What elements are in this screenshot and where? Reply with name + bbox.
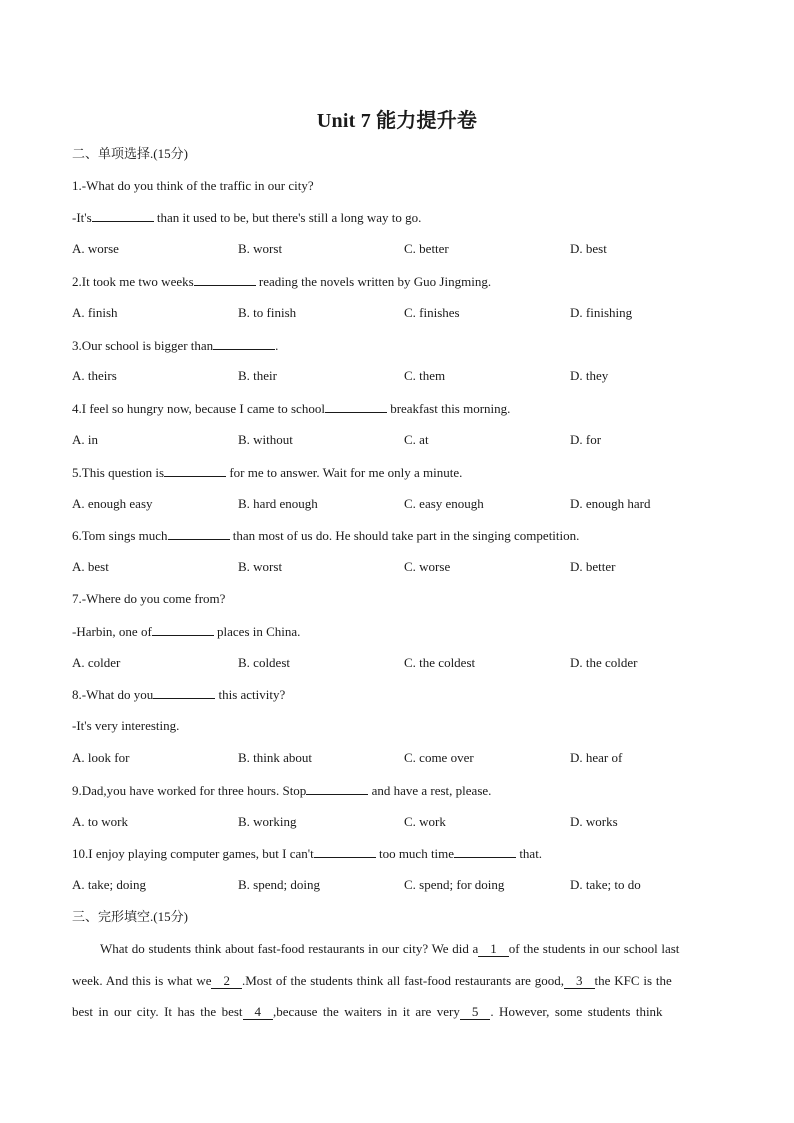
answer-blank[interactable]	[213, 337, 275, 350]
option-a[interactable]: A. enough easy	[72, 496, 153, 511]
answer-blank[interactable]	[454, 845, 516, 858]
option-d[interactable]: D. take; to do	[570, 877, 641, 892]
option-b[interactable]: B. worst	[238, 241, 283, 256]
option-a[interactable]: A. look for	[72, 750, 130, 765]
answer-blank[interactable]	[325, 400, 387, 413]
option-d[interactable]: D. they	[570, 368, 609, 383]
option-c[interactable]: C. better	[404, 241, 449, 256]
question-1-response: -It's than it used to be, but there's still a long way to go.	[72, 210, 422, 225]
answer-blank[interactable]	[194, 273, 256, 286]
option-a[interactable]: A. best	[72, 559, 109, 574]
question-8-prompt: 8.-What do you this activity?	[72, 687, 286, 702]
option-a[interactable]: A. worse	[72, 241, 119, 256]
question-7-response: -Harbin, one of places in China.	[72, 624, 301, 639]
question-8-response: -It's very interesting.	[72, 718, 180, 733]
cloze-blank-1[interactable]: 1	[478, 942, 509, 957]
question-4: 4.I feel so hungry now, because I came to school breakfast this morning.	[72, 401, 511, 416]
answer-blank[interactable]	[153, 686, 215, 699]
option-c[interactable]: C. work	[404, 814, 446, 829]
answer-blank[interactable]	[168, 527, 230, 540]
option-a[interactable]: A. colder	[72, 655, 121, 670]
option-b[interactable]: B. think about	[238, 750, 313, 765]
question-6: 6.Tom sings much than most of us do. He should take part in the singing competition.	[72, 528, 580, 543]
option-b[interactable]: B. coldest	[238, 655, 290, 670]
cloze-blank-5[interactable]: 5	[460, 1005, 491, 1020]
option-b[interactable]: B. spend; doing	[238, 877, 320, 892]
page-title: Unit 7 能力提升卷	[316, 110, 478, 132]
option-b[interactable]: B. to finish	[238, 305, 297, 320]
option-c[interactable]: C. at	[404, 432, 429, 447]
option-a[interactable]: A. finish	[72, 305, 118, 320]
question-10: 10.I enjoy playing computer games, but I can't too much time that.	[72, 846, 543, 861]
option-b[interactable]: B. hard enough	[238, 496, 318, 511]
option-c[interactable]: C. the coldest	[404, 655, 476, 670]
question-1-prompt: 1.-What do you think of the traffic in our city?	[72, 178, 314, 193]
option-d[interactable]: D. for	[570, 432, 602, 447]
option-a[interactable]: A. theirs	[72, 368, 117, 383]
option-a[interactable]: A. to work	[72, 814, 128, 829]
option-c[interactable]: C. spend; for doing	[404, 877, 505, 892]
cloze-line-3: best in our city. It has the best 4 ,because the waiters in it are very 5 . However, some students think	[72, 1004, 663, 1019]
option-b[interactable]: B. their	[238, 368, 277, 383]
answer-blank[interactable]	[164, 464, 226, 477]
option-c[interactable]: C. worse	[404, 559, 451, 574]
cloze-blank-2[interactable]: 2	[211, 974, 242, 989]
option-c[interactable]: C. come over	[404, 750, 474, 765]
cloze-blank-4[interactable]: 4	[243, 1005, 274, 1020]
option-d[interactable]: D. works	[570, 814, 618, 829]
option-a[interactable]: A. take; doing	[72, 877, 147, 892]
option-d[interactable]: D. better	[570, 559, 616, 574]
section-heading-cloze: 三、完形填空.(15分)	[72, 909, 188, 924]
answer-blank[interactable]	[152, 623, 214, 636]
question-7-prompt: 7.-Where do you come from?	[72, 591, 226, 606]
option-c[interactable]: C. them	[404, 368, 446, 383]
option-c[interactable]: C. easy enough	[404, 496, 484, 511]
cloze-line-1: What do students think about fast-food restaurants in our city? We did a 1 of the students in our school last	[100, 941, 680, 956]
answer-blank[interactable]	[314, 845, 376, 858]
option-b[interactable]: B. without	[238, 432, 293, 447]
option-d[interactable]: D. hear of	[570, 750, 623, 765]
question-5: 5.This question is for me to answer. Wait for me only a minute.	[72, 465, 463, 480]
option-b[interactable]: B. working	[238, 814, 297, 829]
cloze-line-2: week. And this is what we 2 .Most of the students think all fast-food restaurants are good, 3 the KFC is the	[72, 973, 672, 988]
option-c[interactable]: C. finishes	[404, 305, 460, 320]
answer-blank[interactable]	[306, 782, 368, 795]
option-d[interactable]: D. best	[570, 241, 607, 256]
option-d[interactable]: D. enough hard	[570, 496, 651, 511]
section-heading-multiple-choice: 二、单项选择.(15分)	[72, 146, 188, 161]
question-9: 9.Dad,you have worked for three hours. Stop and have a rest, please.	[72, 783, 492, 798]
question-3: 3.Our school is bigger than .	[72, 338, 279, 353]
answer-blank[interactable]	[92, 209, 154, 222]
option-a[interactable]: A. in	[72, 432, 98, 447]
option-d[interactable]: D. finishing	[570, 305, 633, 320]
option-d[interactable]: D. the colder	[570, 655, 638, 670]
question-2: 2.It took me two weeks reading the novels written by Guo Jingming.	[72, 274, 492, 289]
cloze-blank-3[interactable]: 3	[564, 974, 595, 989]
option-b[interactable]: B. worst	[238, 559, 283, 574]
